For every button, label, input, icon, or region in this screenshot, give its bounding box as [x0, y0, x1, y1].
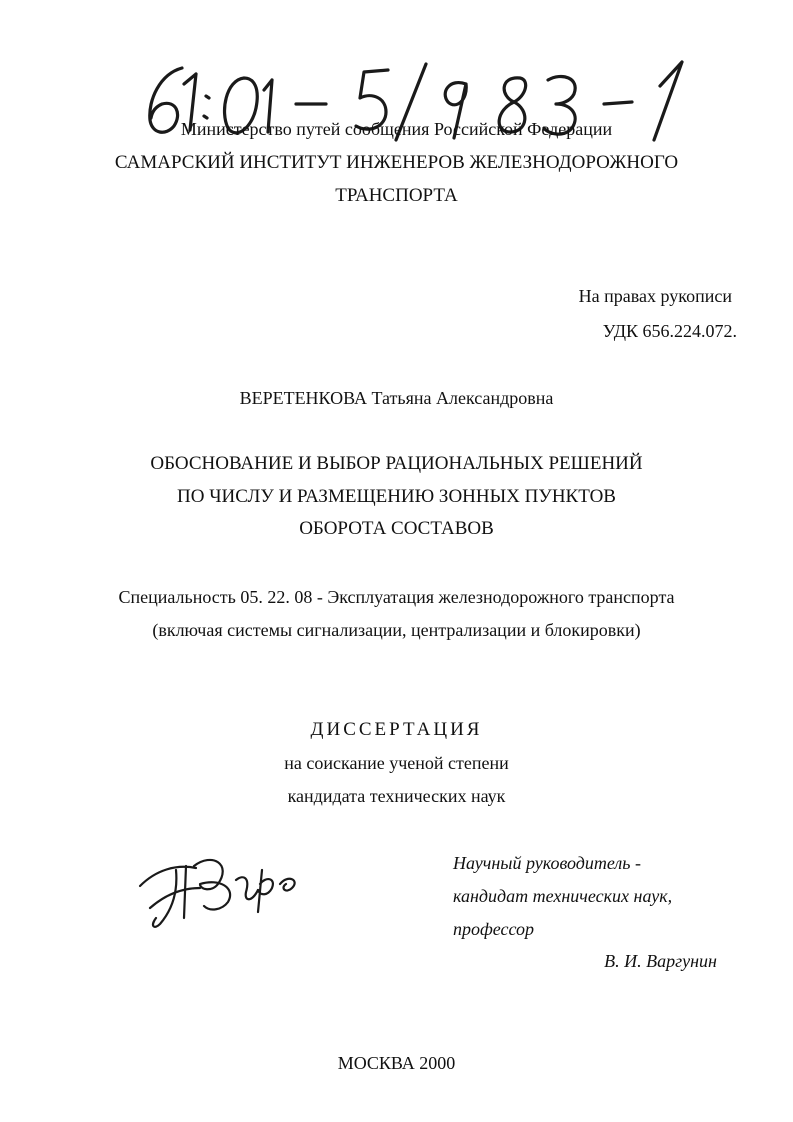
supervisor-name: В. И. Варгунин	[604, 951, 717, 971]
udc-code: УДК 656.224.072.	[602, 321, 737, 341]
signature-drawing	[140, 860, 295, 927]
thesis-title-line3: ОБОРОТА СОСТАВОВ	[299, 518, 494, 539]
ministry-name: Министерство путей сообщения Российской Федерации	[180, 119, 613, 139]
supervisor-title: профессор	[453, 919, 535, 939]
institute-name-line2: ТРАНСПОРТА	[335, 185, 458, 206]
city-and-year: МОСКВА 2000	[337, 1053, 456, 1073]
work-type-heading: ДИССЕРТАЦИЯ	[310, 719, 483, 740]
thesis-title-line2: ПО ЧИСЛУ И РАЗМЕЩЕНИЮ ЗОННЫХ ПУНКТОВ	[177, 486, 616, 507]
specialty-line2: (включая системы сигнализации, централизации и блокировки)	[152, 620, 641, 640]
degree-line1: на соискание ученой степени	[284, 753, 509, 773]
supervisor-role: Научный руководитель -	[453, 853, 641, 873]
thesis-title-line1: ОБОСНОВАНИЕ И ВЫБОР РАЦИОНАЛЬНЫХ РЕШЕНИЙ	[150, 453, 643, 474]
author-name: ВЕРЕТЕНКОВА Татьяна Александровна	[239, 388, 554, 408]
supervisor-degree: кандидат технических наук,	[453, 886, 673, 906]
degree-line2: кандидата технических наук	[287, 786, 506, 806]
institute-name-line1: САМАРСКИЙ ИНСТИТУТ ИНЖЕНЕРОВ ЖЕЛЕЗНОДОРОЖНОГО	[114, 152, 679, 173]
manuscript-rights: На правах рукописи	[578, 286, 732, 306]
specialty-line1: Специальность 05. 22. 08 - Эксплуатация железнодорожного транспорта	[118, 587, 675, 607]
